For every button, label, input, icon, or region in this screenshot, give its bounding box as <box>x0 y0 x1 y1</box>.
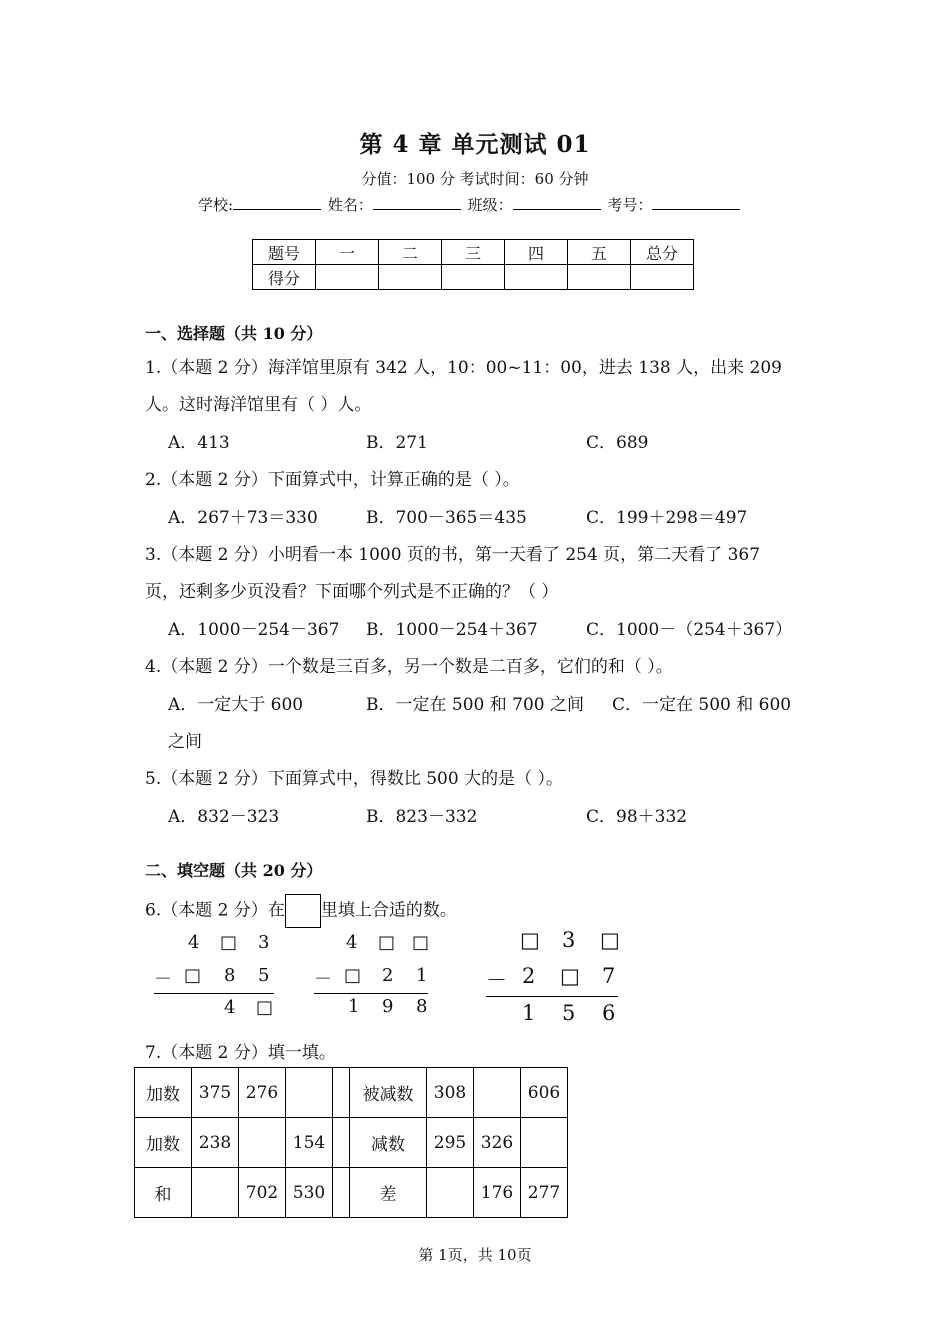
divider-line <box>486 996 618 997</box>
student-info <box>198 194 742 215</box>
calc-digit[interactable]: □ <box>520 928 540 952</box>
score-input-cell[interactable] <box>379 265 442 290</box>
question-6 <box>145 894 457 928</box>
calc-digit: 8 <box>224 965 236 986</box>
minus-sign: － <box>314 969 332 990</box>
table-cell: 总分 <box>631 240 694 265</box>
table-cell: 一 <box>316 240 379 265</box>
calc-digit: 3 <box>562 928 576 952</box>
score-input-cell[interactable] <box>442 265 505 290</box>
table-cell: 减数 <box>350 1118 427 1168</box>
table-cell[interactable] <box>521 1118 568 1168</box>
option-a[interactable]: A．一定大于 600 <box>168 695 304 715</box>
table-cell: 五 <box>568 240 631 265</box>
score-input-cell[interactable] <box>505 265 568 290</box>
minus-sign: － <box>486 968 507 992</box>
calc-digit: 5 <box>562 1001 576 1025</box>
exam-number-field[interactable] <box>652 195 740 210</box>
table-row <box>253 265 694 290</box>
calc-digit: 6 <box>602 1001 616 1025</box>
table-cell: 154 <box>286 1118 333 1168</box>
calc-digit[interactable]: □ <box>344 965 362 986</box>
table-cell: 702 <box>239 1168 286 1218</box>
table-cell <box>333 1118 350 1168</box>
calc-digit: 2 <box>382 965 394 986</box>
option-b[interactable]: B．1000－254＋367 <box>366 620 538 640</box>
class-field[interactable] <box>513 195 601 210</box>
calc-digit: 3 <box>258 932 270 953</box>
score-table <box>252 239 694 290</box>
option-b[interactable]: B．700－365＝435 <box>366 508 527 528</box>
option-a[interactable]: A．413 <box>168 433 230 453</box>
table-cell: 三 <box>442 240 505 265</box>
calc-digit: 4 <box>346 932 358 953</box>
option-b[interactable]: B．823－332 <box>366 807 478 827</box>
table-cell: 375 <box>192 1068 239 1118</box>
calc-digit[interactable]: □ <box>412 932 430 953</box>
option-c[interactable]: C．689 <box>586 433 649 453</box>
table-cell: 得分 <box>253 265 316 290</box>
table-cell: 277 <box>521 1168 568 1218</box>
table-cell: 四 <box>505 240 568 265</box>
table-cell: 题号 <box>253 240 316 265</box>
question-3-line2: 页，还剩多少页没看？下面哪个列式是不正确的？（ ） <box>145 582 559 602</box>
calc-digit[interactable]: □ <box>378 932 396 953</box>
table-cell: 加数 <box>135 1068 192 1118</box>
table-row <box>253 240 694 265</box>
calc-digit[interactable]: □ <box>184 965 202 986</box>
exam-subtitle: 分值：100 分 考试时间：60 分钟 <box>361 170 589 188</box>
option-a[interactable]: A．832－323 <box>168 807 280 827</box>
option-b[interactable]: B．271 <box>366 433 428 453</box>
table-cell <box>333 1168 350 1218</box>
school-field[interactable] <box>233 195 321 210</box>
question-5-line1: 5.（本题 2 分）下面算式中，得数比 500 大的是（ ）。 <box>145 769 564 789</box>
exam-number-label: 考号： <box>607 196 653 214</box>
question-4-line1: 4.（本题 2 分）一个数是三百多，另一个数是二百多，它们的和（ ）。 <box>145 657 673 677</box>
option-a[interactable]: A．267＋73＝330 <box>168 508 318 528</box>
option-c[interactable]: C．一定在 500 和 600 <box>612 695 792 715</box>
calc-digit: 2 <box>522 964 536 988</box>
question-1-line2: 人。这时海洋馆里有（ ）人。 <box>145 395 372 415</box>
question-6-pre: 6.（本题 2 分）在 <box>145 900 285 921</box>
question-7-line1: 7.（本题 2 分）填一填。 <box>145 1043 336 1063</box>
class-label: 班级： <box>467 196 513 214</box>
question-3-line1: 3.（本题 2 分）小明看一本 1000 页的书，第一天看了 254 页，第二天看了 367 <box>145 545 761 565</box>
table-row <box>135 1118 568 1168</box>
calc-digit: 4 <box>224 997 236 1018</box>
table-cell: 被减数 <box>350 1068 427 1118</box>
divider-line <box>314 993 428 994</box>
name-field[interactable] <box>373 195 461 210</box>
calc-digit: 1 <box>522 1001 536 1025</box>
school-label: 学校: <box>198 196 234 214</box>
table-cell: 308 <box>427 1068 474 1118</box>
option-c-continued: 之间 <box>168 732 202 752</box>
table-cell[interactable] <box>474 1068 521 1118</box>
table-cell: 二 <box>379 240 442 265</box>
table-cell[interactable] <box>427 1168 474 1218</box>
table-cell: 差 <box>350 1168 427 1218</box>
question-6-post: 里填上合适的数。 <box>320 900 457 921</box>
page-title: 第 4 章 单元测试 01 <box>359 131 591 158</box>
calc-digit: 7 <box>602 964 616 988</box>
score-input-cell[interactable] <box>631 265 694 290</box>
score-input-cell[interactable] <box>316 265 379 290</box>
table-cell[interactable] <box>192 1168 239 1218</box>
minus-sign: － <box>154 969 172 990</box>
question-1-line1: 1.（本题 2 分）海洋馆里原有 342 人，10：00~11：00，进去 138 人，出来 209 <box>145 358 782 378</box>
fill-table <box>134 1067 568 1218</box>
option-a[interactable]: A．1000－254－367 <box>168 620 340 640</box>
option-c[interactable]: C．98＋332 <box>586 807 688 827</box>
table-cell[interactable] <box>239 1118 286 1168</box>
option-c[interactable]: C．199＋298＝497 <box>586 508 748 528</box>
calc-digit: 4 <box>188 932 200 953</box>
table-cell: 295 <box>427 1118 474 1168</box>
calc-digit[interactable]: □ <box>220 932 238 953</box>
table-cell <box>333 1068 350 1118</box>
calc-digit: 5 <box>258 965 270 986</box>
divider-line <box>154 993 274 994</box>
table-cell: 606 <box>521 1068 568 1118</box>
calc-digit: 1 <box>348 996 360 1017</box>
section-heading: 一、选择题（共 10 分） <box>145 324 323 343</box>
score-input-cell[interactable] <box>568 265 631 290</box>
calc-digit: 9 <box>382 996 394 1017</box>
table-cell[interactable] <box>286 1068 333 1118</box>
table-cell: 530 <box>286 1168 333 1218</box>
table-cell: 238 <box>192 1118 239 1168</box>
question-2-line1: 2.（本题 2 分）下面算式中，计算正确的是（ ）。 <box>145 470 520 490</box>
table-cell: 276 <box>239 1068 286 1118</box>
table-cell: 176 <box>474 1168 521 1218</box>
calc-digit[interactable]: □ <box>600 928 620 952</box>
option-c[interactable]: C．1000－（254＋367） <box>586 620 793 640</box>
table-cell: 和 <box>135 1168 192 1218</box>
calc-digit: 8 <box>416 996 428 1017</box>
calc-digit: 1 <box>416 965 428 986</box>
table-row <box>135 1068 568 1118</box>
page-footer: 第 1页，共 10页 <box>418 1246 532 1264</box>
section-heading: 二、填空题（共 20 分） <box>145 861 323 880</box>
table-cell: 326 <box>474 1118 521 1168</box>
table-row <box>135 1168 568 1218</box>
answer-box-icon <box>285 894 321 928</box>
calc-digit[interactable]: □ <box>560 964 580 988</box>
option-b[interactable]: B．一定在 500 和 700 之间 <box>366 695 585 715</box>
table-cell: 加数 <box>135 1118 192 1168</box>
calc-digit[interactable]: □ <box>256 997 274 1018</box>
name-label: 姓名： <box>327 196 373 214</box>
